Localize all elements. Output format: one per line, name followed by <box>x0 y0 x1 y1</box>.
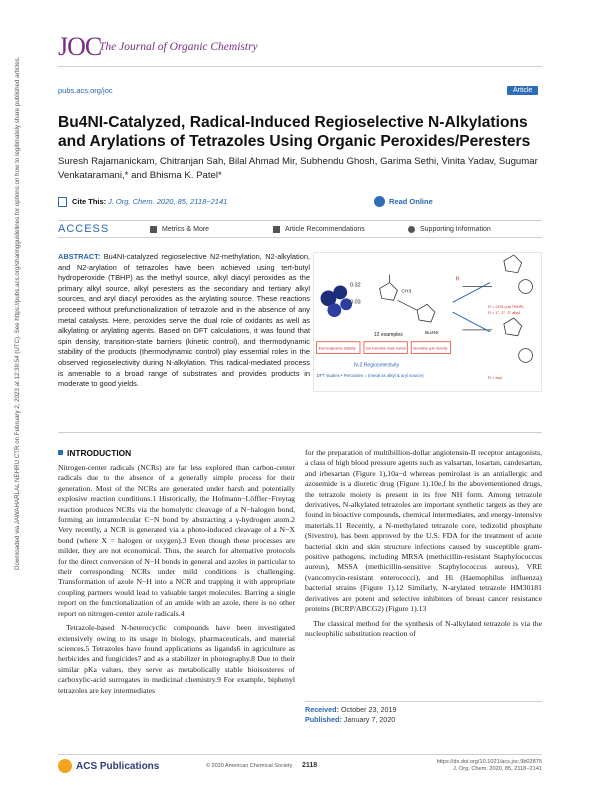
abstract-label: ABSTRACT: <box>58 252 101 261</box>
methyl-label: CH3 <box>401 289 412 295</box>
energy-label-1: 0.32 <box>350 282 361 289</box>
published-label: Published: <box>305 715 342 724</box>
quote-icon <box>58 197 67 207</box>
download-side-note <box>2 56 21 570</box>
header-divider <box>58 66 542 67</box>
read-online-button[interactable] <box>374 195 433 208</box>
published-date: January 7, 2020 <box>343 715 396 724</box>
title-text: Bu4NI-Catalyzed, Radical-Induced Regioselective N-Alkylations and Arylations of Tetrazoles Using Organic Peroxides/Peresters <box>58 114 531 150</box>
citation-row <box>58 196 542 210</box>
supporting-label: Supporting Information <box>420 226 491 233</box>
r-label-methyl: R = CH3 (via TBHP) <box>488 304 524 310</box>
received-date: October 23, 2019 <box>340 705 397 714</box>
r-label-alkyl: R = 1°, 2°, 3° alkyl <box>488 310 521 316</box>
footer-citation: J. Org. Chem. 2020, 85, 2118−2141 <box>453 766 542 772</box>
author-list: Suresh Rajamanickam, Chitranjan Sah, Bilal Ahmad Mir, Subhendu Ghosh, Garima Sethi, Vinita Yadav, Sugumar Venkataramani,* and Bhisma K. Patel* <box>58 156 538 181</box>
box-label-3: favorable spin density <box>413 346 448 351</box>
received-row <box>305 705 542 715</box>
section-heading-text: INTRODUCTION <box>67 448 132 458</box>
tetrazole-structure <box>380 275 435 322</box>
abstract-text: Bu4NI-catalyzed regioselective N2-methylation, N2-alkylation, and N2-arylation of tetrazoles have been achieved using tert-butyl hydroperoxide (TBHP) as the methyl source, alkyl diacyl peroxides as the primary alkyl source, alkyl peresters as the secondary and tertiary alkyl sources, and aryl diacyl peroxides as the arylating source. These reactions proceed without prefunctionalization of tetrazole and in the absence of any metal catalysts. Here, peroxides serve the dual role of oxidants as well as alkylating or arylating agents. Based on DFT calculations, it was found that spin density, transition-state barriers (kinetic control), and thermodynamic stability of the products (thermodynamic control) play essential roles in the observed regioselectivity during N-alkylation. This radical-mediated process is amenable to a broad range of substrates and provides products in moderate to good yields. <box>58 252 310 389</box>
acs-logo-icon <box>58 759 72 773</box>
box-label-2: low transition state barrier <box>365 346 407 351</box>
published-row <box>305 715 542 725</box>
cite-link[interactable]: J. Org. Chem. 2020, 85, 2118−2141 <box>108 197 228 206</box>
abstract-divider <box>58 432 542 433</box>
doi-block <box>437 759 542 773</box>
document-icon <box>273 226 280 233</box>
page-footer <box>58 758 542 778</box>
section-heading <box>58 448 131 458</box>
access-bar <box>58 220 542 238</box>
box-label-1: thermodynamic stability <box>318 346 356 351</box>
journal-header <box>58 30 548 64</box>
bar-chart-icon <box>150 226 157 233</box>
paragraph: Tetrazole-based N-heterocyclic compounds have been investigated extensively owing to its usage in biology, pharmaceuticals, and material sciences.5 Tetrazoles have found applications as ligands6 in agriculture as herbicides and fungicides7 and as a stabilizer in photography.8 Due to their similar pKa values, they serve as metabolically stable bioisosteres of carboxylic-acid surrogates in medicinal chemistry.9 For example, biphenyl tetrazoles are key intermediates <box>58 623 295 695</box>
paragraph: for the preparation of multibillion-dollar angiotensin-II receptor antagonists, a class of high blood pressure agents such as valsartan, losartan, candesartan, and irbesartan (Figure 1),10a−d whereas pemirolast is an antiallergic and azosemide is a diuretic drug (Figure 1).10e,f In the abovementioned drugs, the tetrazole moiety is present in its free NH form. Among tetrazole derivatives, N-alkylated tetrazoles are important synthetic targets as they are found in bioactive compounds, chemical intermediates, and energy-intensive materials.11 Recently, a N-methylated tetrazole core, tedizolid phosphate (Sivextro), has been approved by the U.S. FDA for the treatment of acute bacterial skin and skin structure infections caused by susceptible gram-positive pathogens, including MRSA (methicillin-resistant Staphylococcus aureus), MSSA (methicillin-sensitive Staphylococcus aureus), VRE (vancomycin-resistant enterococci), and Hi (Haemophilus influenza) bacterial strains (Figure 1).12 Similarly, N-arylated tetrazole HM30181 derivatives are potent and selective inhibitors of breast cancer resistance proteins (BCRP/ABCG2) (Figure 1).13 <box>305 448 542 614</box>
energy-label-2: 0.03 <box>350 299 361 306</box>
gear-icon <box>408 226 415 233</box>
site-link[interactable]: pubs.acs.org/joc <box>58 86 113 95</box>
abstract <box>58 252 310 390</box>
dft-spheres <box>321 286 353 318</box>
toc-graphic <box>313 252 542 392</box>
received-label: Received: <box>305 705 339 714</box>
journal-logo: JOC <box>58 32 102 61</box>
paragraph: Nitrogen-center radicals (NCRs) are far less explored than carbon-center radicals due to the absence of a generally simple process for their generation. Most of the NCRs are generated under harsh and potentially explosive reaction conditions.1 Historically, the Hofmann−Löffler−Freytag reaction produces NCRs via the homolytic cleavage of a N−halogen bond, forming an intramolecular C−N bond by abstracting a γ-hydrogen atom.2 Very recently, a NCR is generated via a photo-induced cleavage of a N−X bond (where X = halogen or oxygen).3 Even though these processes are milder, they are not economical. Thus, the search for alternative protocols for the direct conversion of N−H bonds in general and azoles in particular to their corresponding NCRs under mild conditions is challenging. Transformation of azole N−H into a NCR and trapping it with appropriate coupling partners would lead to valuable target molecules. Barring a single report on the functionalization of an amide with an azole, there is no other report on nitrogen-center azole radicals.4 <box>58 463 295 618</box>
doi-link[interactable]: https://dx.doi.org/10.1021/acs.joc.9b02875 <box>436 759 542 765</box>
journal-name: The Journal of Organic Chemistry <box>99 41 258 53</box>
arrows <box>453 283 490 332</box>
footer-divider <box>58 754 542 755</box>
article-type-badge: Article <box>507 86 538 95</box>
access-label: ACCESS <box>58 223 110 235</box>
r-label: R <box>455 276 460 283</box>
recommendations-label: Article Recommendations <box>285 226 365 233</box>
metrics-link[interactable] <box>150 226 209 233</box>
examples-label: 12 examples <box>373 331 403 338</box>
copyright: © 2020 American Chemical Society <box>206 763 293 769</box>
globe-icon <box>374 196 385 207</box>
r-label-aryl: R = aryl <box>488 375 502 381</box>
paragraph: The classical method for the synthesis of N-alkylated tetrazole is via the nucleophilic substitution reaction of <box>305 618 542 638</box>
publisher-name: ACS Publications <box>76 761 160 772</box>
catalyst-label: Bu4NI <box>425 330 439 336</box>
cite-label: Cite This: <box>72 197 107 206</box>
article-title <box>58 113 548 151</box>
side-note-text: Downloaded via JAWAHARLAL NEHRU CTR on February 2, 2023 at 12:39:54 (UTC). See https://pubs.acs.org/sharingguidelines for options on how to legitimately share published articles. <box>14 56 21 570</box>
body-column-right <box>305 448 542 643</box>
figure-caption: DFT studies • Peroxides = (metal as alkyl & aryl source) <box>316 373 424 379</box>
recommendations-link[interactable] <box>273 226 365 233</box>
article-dates <box>305 701 542 725</box>
section-square-icon <box>58 450 63 455</box>
regioselectivity-label: N-2 Regioselectivity <box>354 362 400 369</box>
page-number: 2118 <box>302 762 318 769</box>
body-column-left <box>58 463 295 700</box>
supporting-info-link[interactable] <box>408 226 491 233</box>
metrics-label: Metrics & More <box>162 226 210 233</box>
read-online-label: Read Online <box>389 197 433 206</box>
